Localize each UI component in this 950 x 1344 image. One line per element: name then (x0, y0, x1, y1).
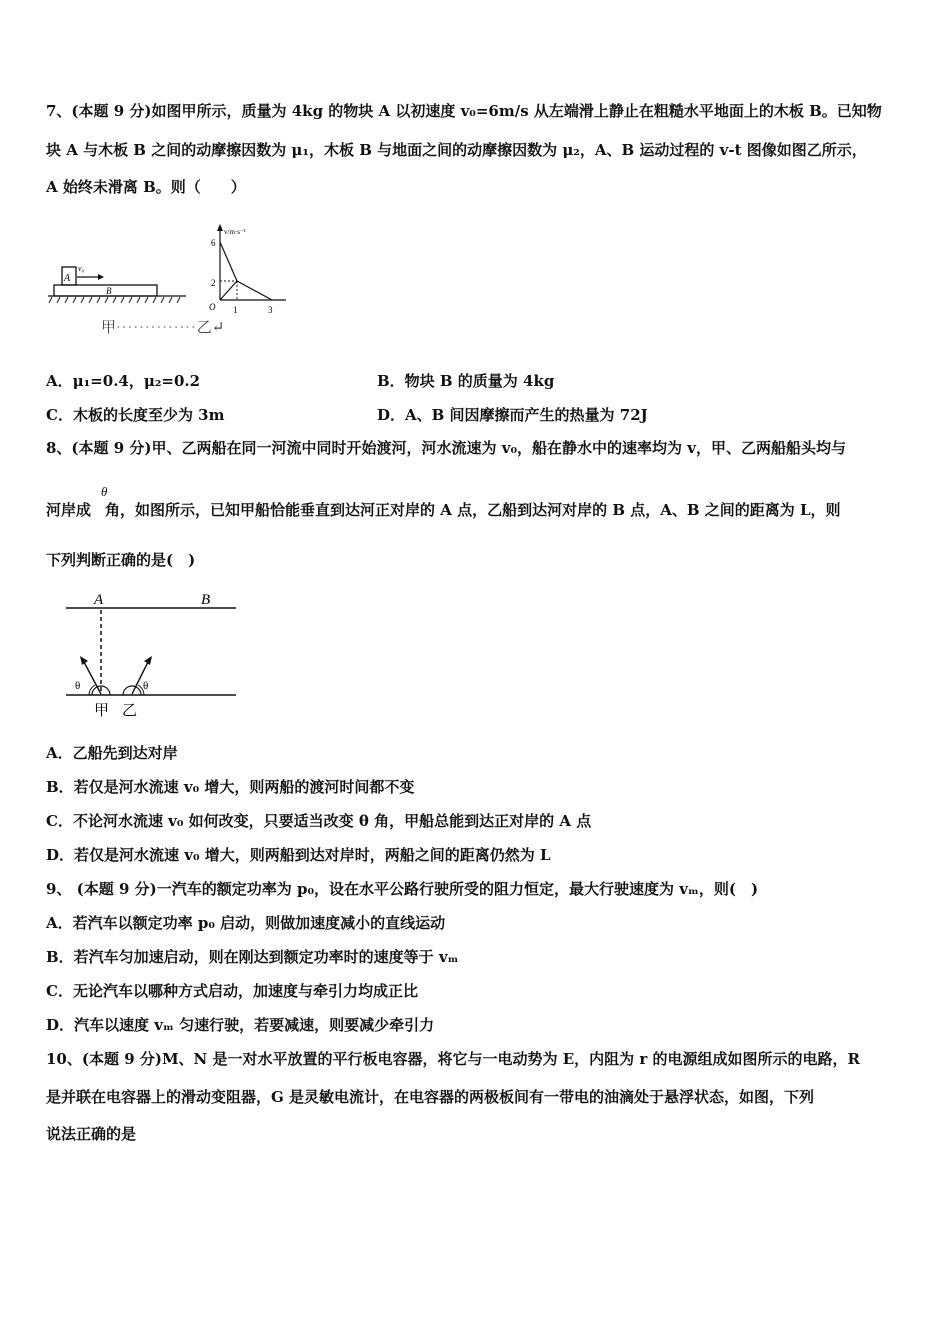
label-b: B (106, 286, 112, 296)
q8-line-2-start: 河岸成 (46, 501, 92, 519)
q9-option-c: C．无论汽车以哪种方式启动，加速度与牵引力均成正比 (46, 982, 418, 1000)
q8-option-d: D．若仅是河水流速 v₀ 增大，则两船到达对岸时，两船之间的距离仍然为 L (46, 846, 551, 864)
boat-jia-arrowhead (80, 656, 88, 665)
q8-option-b: B．若仅是河水流速 v₀ 增大，则两船的渡河时间都不变 (46, 778, 415, 796)
label-jia: 甲 (94, 701, 110, 719)
q8-theta-symbol: θ (101, 484, 108, 499)
boat-jia-heading (84, 662, 101, 694)
q7-line-3: A 始终未滑离 B。则（ ） (46, 178, 246, 196)
q8-line-1: 8、(本题 9 分)甲、乙两船在同一河流中同时开始渡河，河水流速为 v₀，船在静水中的速率均为 v，甲、乙两船船头均与 (46, 439, 846, 457)
q10-line-3: 说法正确的是 (46, 1125, 137, 1143)
tick-6: 6 (211, 238, 216, 248)
tick-1: 1 (233, 305, 238, 315)
label-v0: v₀ (78, 264, 85, 273)
q7-option-c: C．木板的长度至少为 3m (46, 406, 225, 424)
q8-line-2-end: 角，如图所示，已知甲船恰能垂直到达河正对岸的 A 点，乙船到达河对岸的 B 点，A、B 之间的距离为 L，则 (105, 501, 841, 519)
q8-figure (62, 588, 242, 720)
point-a-label: A (94, 592, 104, 608)
q8-line-3: 下列判断正确的是( ) (46, 551, 196, 569)
q8-option-c: C．不论河水流速 v₀ 如何改变，只要适当改变 θ 角，甲船总能到达正对岸的 A 点 (46, 812, 592, 830)
q9-line-1: 9、 (本题 9 分)一汽车的额定功率为 p₀，设在水平公路行驶所受的阻力恒定，最大行驶速度为 vₘ，则( ) (46, 880, 759, 898)
tick-2: 2 (211, 278, 216, 288)
v-axis-arrowhead (217, 224, 223, 231)
q7-figure-caption (101, 316, 224, 337)
point-b-label: B (201, 592, 211, 608)
q9-option-d: D．汽车以速度 vₘ 匀速行驶，若要减速，则要减少牵引力 (46, 1016, 435, 1034)
label-a: A (64, 273, 71, 284)
tick-3: 3 (268, 305, 273, 315)
q8-option-a: A．乙船先到达对岸 (46, 744, 178, 762)
q7-option-d: D．A、B 间因摩擦而产生的热量为 72J (377, 406, 648, 424)
origin-label: O (209, 302, 216, 312)
q7-figure-yi (200, 222, 292, 318)
caption-jia: 甲 (101, 318, 117, 336)
q9-option-b: B．若汽车匀加速启动，则在刚达到额定功率时的速度等于 vₘ (46, 948, 459, 966)
q8-line-2 (46, 500, 908, 520)
line-ab-down (237, 281, 272, 300)
label-yi: 乙 (122, 701, 138, 719)
q7-option-a: A．μ₁=0.4，μ₂=0.2 (46, 372, 201, 390)
caption-yi: 乙↵ (196, 318, 225, 336)
q10-line-2: 是并联在电容器上的滑动变阻器，G 是灵敏电流计，在电容器的两极板间有一带电的油滴处于悬浮状态，如图，下列 (46, 1088, 815, 1106)
q10-line-1: 10、(本题 9 分)M、N 是一对水平放置的平行板电容器，将它与一电动势为 E，内阻为 r 的电源组成如图所示的电路，R (46, 1050, 860, 1068)
q7-line-2: 块 A 与木板 B 之间的动摩擦因数为 μ₁，木板 B 与地面之间的动摩擦因数为 μ₂，A、B 运动过程的 v-t 图像如图乙所示， (46, 141, 867, 159)
line-a (220, 242, 237, 281)
q7-figure-jia (46, 256, 196, 316)
boat-yi-arrowhead (144, 656, 152, 665)
velocity-arrowhead (98, 274, 104, 280)
axis-unit-label: v/m·s⁻¹ (224, 228, 246, 236)
theta-right: θ (143, 680, 149, 692)
q7-option-b: B．物块 B 的质量为 4kg (377, 372, 555, 390)
ground-hatching (49, 297, 180, 303)
line-b-up (220, 281, 237, 300)
q9-option-a: A．若汽车以额定功率 p₀ 启动，则做加速度减小的直线运动 (46, 914, 446, 932)
theta-left: θ (75, 680, 81, 692)
q7-line-1: 7、(本题 9 分)如图甲所示，质量为 4kg 的物块 A 以初速度 v₀=6m/s 从左端滑上静止在粗糙水平地面上的木板 B。已知物 (46, 102, 882, 120)
caption-dots: ·············· (116, 318, 197, 336)
